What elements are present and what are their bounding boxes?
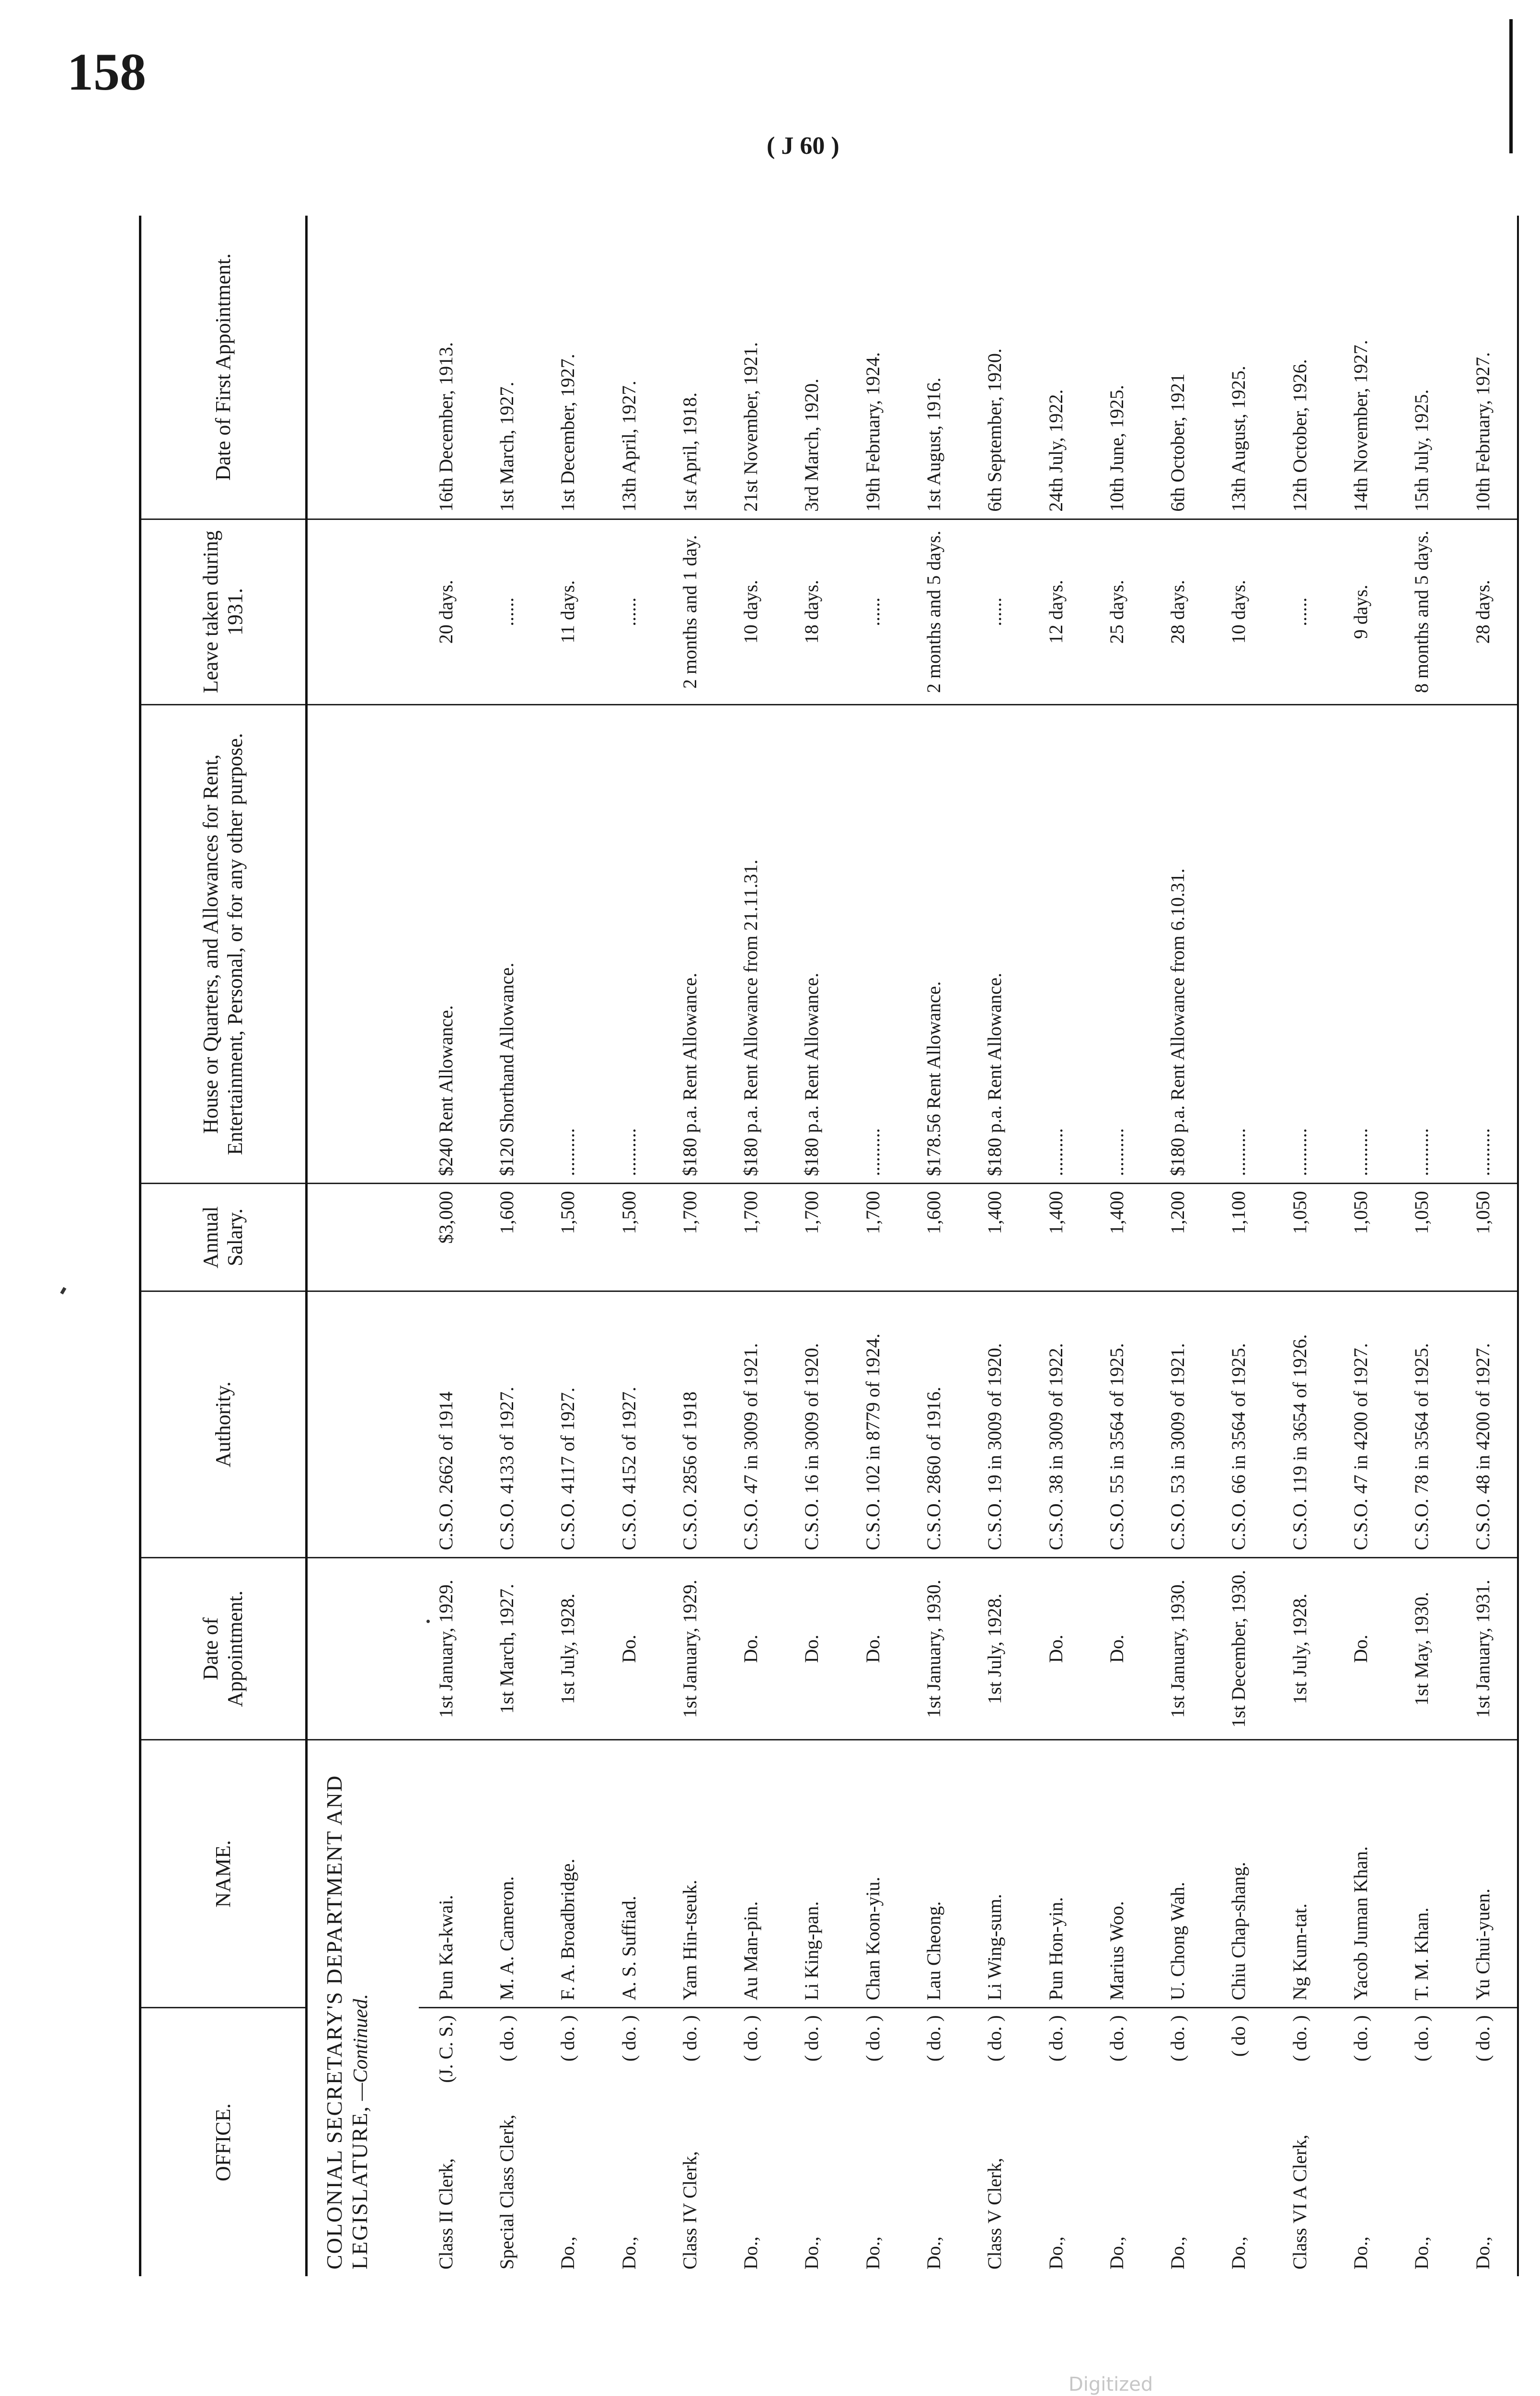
row-first-appointment: 10th June, 1925. [1090, 216, 1150, 519]
row-authority: C.S.O. 4152 of 1927. [602, 1291, 663, 1557]
row-office [784, 2008, 845, 2276]
row-office-grade: ( do. ) [984, 2015, 1006, 2062]
row-name: Au Man-pin. [724, 1740, 784, 2008]
row-name: T. M. Khan. [1394, 1740, 1455, 2008]
row-authority: C.S.O. 16 in 3009 of 1920. [784, 1291, 845, 1557]
row-date: 1st July, 1928. [540, 1558, 601, 1740]
row-date: 1st December, 1930. [1211, 1558, 1272, 1740]
row-office [1090, 2008, 1150, 2276]
row-leave: 11 days. [540, 519, 601, 704]
section-row [307, 216, 419, 2276]
row-name: Pun Ka-kwai. [419, 1740, 480, 2008]
rotated-table-wrapper [139, 216, 1519, 2276]
row-date: 1st January, 1930. [1150, 1558, 1211, 1740]
row-salary: 1,600 [480, 1184, 540, 1291]
header-house-quarters: House or Quarters, and Allowances for Rent, Entertainment, Personal, or for any other purpose. [140, 704, 307, 1184]
row-date: Do. [1029, 1558, 1090, 1740]
row-name: Chan Koon-yiu. [846, 1740, 907, 2008]
row-office-grade: ( do. ) [496, 2015, 518, 2062]
row-date: 1st March, 1927. [480, 1558, 540, 1740]
row-office-grade: ( do. ) [1167, 2015, 1189, 2062]
row-authority: C.S.O. 119 in 3654 of 1926. [1273, 1291, 1333, 1557]
row-first-appointment: 24th July, 1922. [1029, 216, 1090, 519]
row-office [1456, 2008, 1518, 2276]
row-authority: C.S.O. 47 in 4200 of 1927. [1333, 1291, 1394, 1557]
table-row [967, 216, 1028, 2276]
header-date-first-appointment: Date of First Appointment. [140, 216, 307, 519]
row-date: 1st January, 1929. [419, 1558, 480, 1740]
row-allowance: .......... [540, 704, 601, 1184]
row-date: Do. [1090, 1558, 1150, 1740]
row-office-title: Do., [1045, 2236, 1067, 2269]
staff-table [139, 216, 1519, 2276]
row-first-appointment: 12th October, 1926. [1273, 216, 1333, 519]
row-leave: ...... [846, 519, 907, 704]
table-row [663, 216, 724, 2276]
row-salary: 1,400 [967, 1184, 1028, 1291]
row-allowance: $180 p.a. Rent Allowance. [784, 704, 845, 1184]
row-office-title: Do., [862, 2236, 884, 2269]
row-office-grade: ( do. ) [557, 2015, 579, 2062]
row-allowance: .......... [846, 704, 907, 1184]
row-salary: 1,700 [724, 1184, 784, 1291]
header-leave-taken: Leave taken during 1931. [140, 519, 307, 704]
row-leave: ...... [602, 519, 663, 704]
row-office [907, 2008, 967, 2276]
row-salary: 1,400 [1029, 1184, 1090, 1291]
row-authority: C.S.O. 48 in 4200 of 1927. [1456, 1291, 1518, 1557]
row-first-appointment: 13th August, 1925. [1211, 216, 1272, 519]
row-office-title: Class II Clerk, [435, 2158, 457, 2269]
row-name: M. A. Cameron. [480, 1740, 540, 2008]
row-first-appointment: 16th December, 1913. [419, 216, 480, 519]
row-allowance: .......... [1090, 704, 1150, 1184]
row-first-appointment: 10th February, 1927. [1456, 216, 1518, 519]
row-authority: C.S.O. 2856 of 1918 [663, 1291, 724, 1557]
row-date: 1st January, 1929. [663, 1558, 724, 1740]
row-office-title: Do., [1105, 2236, 1127, 2269]
row-salary: 1,050 [1456, 1184, 1518, 1291]
table-row [1029, 216, 1090, 2276]
row-allowance: $120 Shorthand Allowance. [480, 704, 540, 1184]
row-office-title: Do., [1228, 2236, 1250, 2269]
row-authority: C.S.O. 4133 of 1927. [480, 1291, 540, 1557]
watermark-small: Digitized [1069, 2373, 1153, 2396]
row-name: Lau Cheong. [907, 1740, 967, 2008]
row-salary: 1,500 [602, 1184, 663, 1291]
row-salary: 1,600 [907, 1184, 967, 1291]
table-row [1211, 216, 1272, 2276]
row-office [1333, 2008, 1394, 2276]
row-leave: ...... [1273, 519, 1333, 704]
table-row [784, 216, 845, 2276]
row-allowance: $180 p.a. Rent Allowance from 21.11.31. [724, 704, 784, 1184]
row-office [967, 2008, 1028, 2276]
row-leave: 28 days. [1456, 519, 1518, 704]
row-allowance: .......... [1333, 704, 1394, 1184]
row-office [663, 2008, 724, 2276]
row-office [480, 2008, 540, 2276]
row-name: Ng Kum-tat. [1273, 1740, 1333, 2008]
row-salary: 1,050 [1273, 1184, 1333, 1291]
row-office-grade: ( do. ) [1045, 2015, 1067, 2062]
row-name: A. S. Suffiad. [602, 1740, 663, 2008]
row-office-grade: ( do. ) [1105, 2015, 1127, 2062]
table-row [724, 216, 784, 2276]
row-authority: C.S.O. 55 in 3564 of 1925. [1090, 1291, 1150, 1557]
row-salary: 1,700 [846, 1184, 907, 1291]
row-authority: C.S.O. 53 in 3009 of 1921. [1150, 1291, 1211, 1557]
row-salary: 1,050 [1333, 1184, 1394, 1291]
row-authority: C.S.O. 2860 of 1916. [907, 1291, 967, 1557]
row-allowance: $178.56 Rent Allowance. [907, 704, 967, 1184]
row-office-title: Do., [557, 2236, 579, 2269]
table-row [480, 216, 540, 2276]
header-office: OFFICE. [211, 2103, 235, 2181]
header-name: NAME. [140, 1740, 307, 2008]
row-office-title: Class VI A Clerk, [1288, 2134, 1310, 2269]
row-date: Do. [1333, 1558, 1394, 1740]
table-row [602, 216, 663, 2276]
row-office-grade: ( do. ) [618, 2015, 640, 2062]
row-authority: C.S.O. 19 in 3009 of 1920. [967, 1291, 1028, 1557]
row-office [1029, 2008, 1090, 2276]
row-salary: 1,500 [540, 1184, 601, 1291]
header-date-of-appointment: Date of Appointment. [140, 1558, 307, 1740]
row-allowance: $240 Rent Allowance. [419, 704, 480, 1184]
row-first-appointment: 1st April, 1918. [663, 216, 724, 519]
row-leave: 12 days. [1029, 519, 1090, 704]
row-leave: 28 days. [1150, 519, 1211, 704]
row-office [1394, 2008, 1455, 2276]
table-body [307, 216, 1518, 2276]
row-office-grade: ( do. ) [740, 2015, 762, 2062]
header-authority: Authority. [140, 1291, 307, 1557]
row-first-appointment: 1st December, 1927. [540, 216, 601, 519]
row-office [846, 2008, 907, 2276]
row-allowance: .......... [602, 704, 663, 1184]
row-first-appointment: 21st November, 1921. [724, 216, 784, 519]
row-allowance: $180 p.a. Rent Allowance from 6.10.31. [1150, 704, 1211, 1184]
row-first-appointment: 1st March, 1927. [480, 216, 540, 519]
section-title: COLONIAL SECRETARY'S DEPARTMENT AND LEGISLATURE, [322, 1774, 372, 2269]
row-office [724, 2008, 784, 2276]
row-leave: 18 days. [784, 519, 845, 704]
page-number: 158 [67, 43, 146, 101]
row-allowance: .......... [1211, 704, 1272, 1184]
row-first-appointment: 13th April, 1927. [602, 216, 663, 519]
row-authority: C.S.O. 47 in 3009 of 1921. [724, 1291, 784, 1557]
row-office-grade: ( do. ) [1411, 2015, 1433, 2062]
row-office-grade: ( do. ) [862, 2015, 884, 2062]
row-office-title: Special Class Clerk, [496, 2114, 518, 2269]
row-office [1211, 2008, 1272, 2276]
scan-edge-bar [1509, 19, 1513, 153]
row-name: U. Chong Wah. [1150, 1740, 1211, 2008]
row-date: 1st July, 1928. [967, 1558, 1028, 1740]
row-office-title: Do., [923, 2236, 945, 2269]
row-office-title: Do., [1411, 2236, 1433, 2269]
row-leave: 10 days. [724, 519, 784, 704]
row-date: Do. [846, 1558, 907, 1740]
row-name: Yu Chui-yuen. [1456, 1740, 1518, 2008]
row-allowance: .......... [1394, 704, 1455, 1184]
row-leave: ...... [480, 519, 540, 704]
table-row [1273, 216, 1333, 2276]
row-leave: 2 months and 1 day. [663, 519, 724, 704]
row-leave: 2 months and 5 days. [907, 519, 967, 704]
row-salary: $3,000 [419, 1184, 480, 1291]
row-name: Li King-pan. [784, 1740, 845, 2008]
row-first-appointment: 6th October, 1921 [1150, 216, 1211, 519]
row-first-appointment: 6th September, 1920. [967, 216, 1028, 519]
row-office [540, 2008, 601, 2276]
watermark [1069, 2348, 1540, 2396]
row-date: 1st January, 1930. [907, 1558, 967, 1740]
row-authority: C.S.O. 78 in 3564 of 1925. [1394, 1291, 1455, 1557]
row-allowance: .......... [1029, 704, 1090, 1184]
section-heading [307, 1740, 419, 2276]
row-office-title: Class IV Clerk, [678, 2151, 701, 2269]
row-office [1273, 2008, 1333, 2276]
row-authority: C.S.O. 102 in 8779 of 1924. [846, 1291, 907, 1557]
row-office-grade: ( do. ) [1288, 2015, 1310, 2062]
row-allowance: .......... [1273, 704, 1333, 1184]
row-office-grade: (J. C. S.) [435, 2015, 457, 2083]
table-row [907, 216, 967, 2276]
row-office-title: Do., [1471, 2236, 1494, 2269]
row-authority: C.S.O. 66 in 3564 of 1925. [1211, 1291, 1272, 1557]
row-allowance: .......... [1456, 704, 1518, 1184]
row-office-title: Class V Clerk, [984, 2158, 1006, 2269]
row-office-grade: ( do. ) [923, 2015, 945, 2062]
row-leave: 8 months and 5 days. [1394, 519, 1455, 704]
table-row [1090, 216, 1150, 2276]
row-office-title: Do., [1167, 2236, 1189, 2269]
row-first-appointment: 14th November, 1927. [1333, 216, 1394, 519]
row-office [602, 2008, 663, 2276]
row-office-grade: ( do ) [1228, 2015, 1250, 2057]
row-date: 1st July, 1928. [1273, 1558, 1333, 1740]
row-office-grade: ( do. ) [1471, 2015, 1494, 2062]
section-subtitle: —Continued. [349, 1994, 372, 2101]
row-office-title: Do., [801, 2236, 823, 2269]
row-salary: 1,700 [784, 1184, 845, 1291]
row-salary: 1,200 [1150, 1184, 1211, 1291]
row-leave: 20 days. [419, 519, 480, 704]
row-first-appointment: 15th July, 1925. [1394, 216, 1455, 519]
page-reference: ( J 60 ) [767, 132, 839, 160]
row-office [1150, 2008, 1211, 2276]
row-office-title: Do., [740, 2236, 762, 2269]
scan-mark [60, 1287, 66, 1295]
row-name: Yacob Juman Khan. [1333, 1740, 1394, 2008]
row-date: Do. [784, 1558, 845, 1740]
row-name: Yam Hin-tseuk. [663, 1740, 724, 2008]
table-row [1333, 216, 1394, 2276]
row-authority: C.S.O. 38 in 3009 of 1922. [1029, 1291, 1090, 1557]
header-annual-salary: Annual Salary. [140, 1184, 307, 1291]
row-office-grade: ( do. ) [678, 2015, 701, 2062]
row-allowance: $180 p.a. Rent Allowance. [967, 704, 1028, 1184]
table-row [419, 216, 480, 2276]
row-office-title: Do., [618, 2236, 640, 2269]
table-row [1150, 216, 1211, 2276]
row-leave: 25 days. [1090, 519, 1150, 704]
row-date: Do. [724, 1558, 784, 1740]
row-name: Li Wing-sum. [967, 1740, 1028, 2008]
row-leave: 10 days. [1211, 519, 1272, 704]
row-office-grade: ( do. ) [801, 2015, 823, 2062]
row-first-appointment: 1st August, 1916. [907, 216, 967, 519]
row-name: F. A. Broadbridge. [540, 1740, 601, 2008]
row-salary: 1,050 [1394, 1184, 1455, 1291]
row-allowance: $180 p.a. Rent Allowance. [663, 704, 724, 1184]
row-date: 1st January, 1931. [1456, 1558, 1518, 1740]
row-date: Do. [602, 1558, 663, 1740]
header-row [140, 216, 307, 2276]
row-leave: 9 days. [1333, 519, 1394, 704]
row-salary: 1,400 [1090, 1184, 1150, 1291]
table-row [540, 216, 601, 2276]
row-office-title: Do., [1349, 2236, 1371, 2269]
row-leave: ...... [967, 519, 1028, 704]
row-date: 1st May, 1930. [1394, 1558, 1455, 1740]
table-row [846, 216, 907, 2276]
table-row [1394, 216, 1455, 2276]
row-office [419, 2008, 480, 2276]
row-first-appointment: 3rd March, 1920. [784, 216, 845, 519]
row-first-appointment: 19th February, 1924. [846, 216, 907, 519]
table-row [1456, 216, 1518, 2276]
row-salary: 1,100 [1211, 1184, 1272, 1291]
row-name: Pun Hon-yin. [1029, 1740, 1090, 2008]
row-authority: C.S.O. 2662 of 1914 [419, 1291, 480, 1557]
row-name: Marius Woo. [1090, 1740, 1150, 2008]
row-salary: 1,700 [663, 1184, 724, 1291]
row-name: Chiu Chap-shang. [1211, 1740, 1272, 2008]
row-authority: C.S.O. 4117 of 1927. [540, 1291, 601, 1557]
row-office-grade: ( do. ) [1349, 2015, 1371, 2062]
